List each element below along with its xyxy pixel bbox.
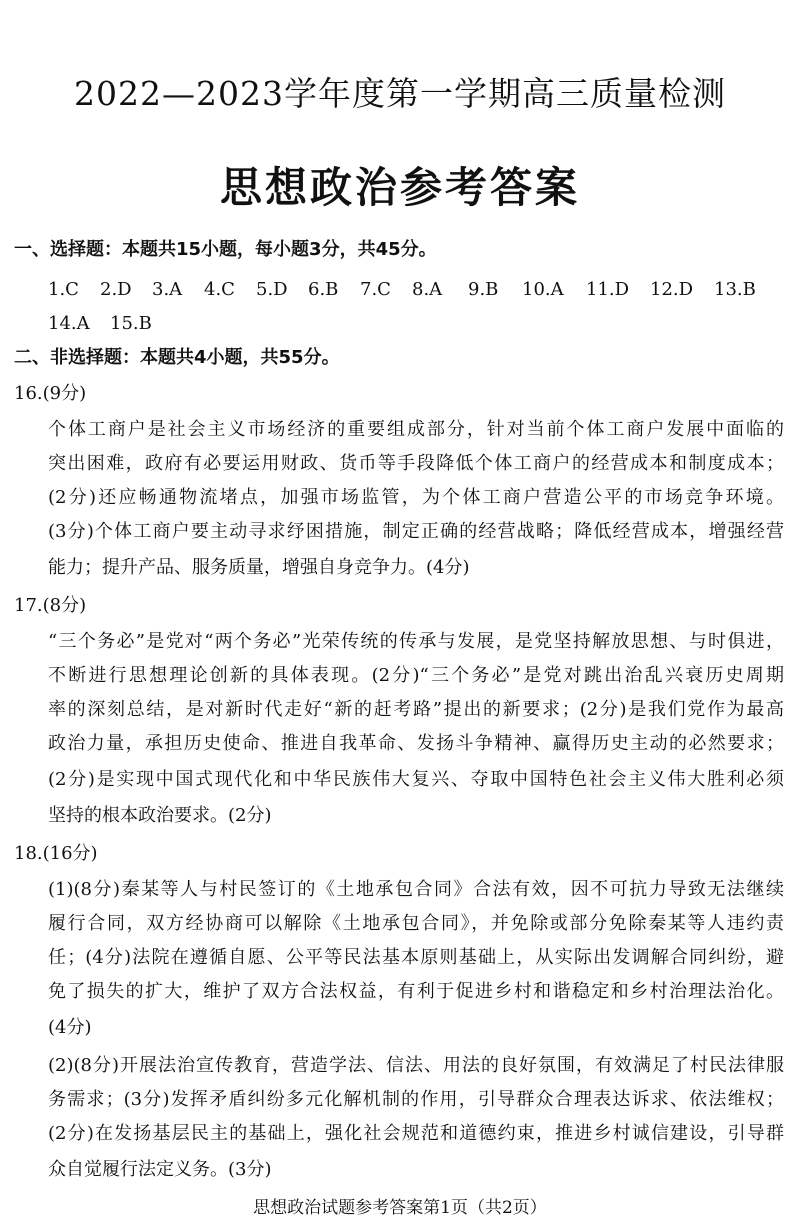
answer-item: 9.B (468, 279, 499, 300)
answer-item: 2.D (100, 279, 132, 300)
answer-item: 5.D (256, 279, 288, 300)
answer-item: 11.D (586, 279, 630, 300)
section1-heading: 一、选择题：本题共15小题，每小题3分，共45分。 (14, 239, 437, 260)
section2-heading: 二、非选择题：本题共4小题，共55分。 (14, 347, 340, 368)
answer-item: 4.C (204, 279, 235, 300)
q16-line: 能力；提升产品、服务质量，增强自身竞争力。(4分) (48, 557, 470, 578)
q16-label: 16.(9分) (14, 383, 87, 404)
exam-title: 2022—2023学年度第一学期高三质量检测 (74, 74, 726, 113)
q17-line: 政治力量，承担历史使命、推进自我革命、发扬斗争精神、赢得历史主动的必然要求； (48, 733, 784, 754)
q18-part2-line: 务需求；(3分)发挥矛盾纠纷多元化解机制的作用，引导群众合理表达诉求、依法维权； (48, 1089, 784, 1110)
q16-line: (2分)还应畅通物流堵点，加强市场监管，为个体工商户营造公平的市场竞争环境。 (48, 487, 784, 508)
q17-line: 不断进行思想理论创新的具体表现。(2分)“三个务必”是党对跳出治乱兴衰历史周期 (48, 665, 784, 686)
q18-part1-line: 免了损失的扩大，维护了双方合法权益，有利于促进乡村和谐稳定和乡村治理法治化。 (48, 981, 784, 1002)
q18-part2-line: (2)(8分)开展法治宣传教育，营造学法、信法、用法的良好氛围，有效满足了村民法律服 (48, 1055, 784, 1076)
answer-item: 7.C (360, 279, 391, 300)
answers-row-2 (48, 310, 348, 338)
q18-part1-line: 履行合同，双方经协商可以解除《土地承包合同》，并免除或部分免除秦某等人违约责 (48, 913, 784, 934)
answer-item: 13.B (714, 279, 756, 300)
answer-item: 15.B (110, 313, 152, 334)
answer-item: 6.B (308, 279, 339, 300)
q17-label: 17.(8分) (14, 595, 87, 616)
q17-line: 坚持的根本政治要求。(2分) (48, 805, 272, 826)
answer-item: 1.C (48, 279, 79, 300)
q17-line: “三个务必”是党对“两个务必”光荣传统的传承与发展，是党坚持解放思想、与时俱进， (48, 631, 784, 652)
page-subtitle: 思想政治参考答案 (219, 163, 580, 212)
answer-item: 3.A (152, 279, 183, 300)
answer-item: 10.A (522, 279, 564, 300)
answer-item: 12.D (650, 279, 694, 300)
answers-row-1 (48, 276, 788, 304)
q16-line: 突出困难，政府有必要运用财政、货币等手段降低个体工商户的经营成本和制度成本； (48, 453, 784, 474)
q18-part1-line: 任；(4分)法院在遵循自愿、公平等民法基本原则基础上，从实际出发调解合同纠纷，避 (48, 947, 784, 968)
q18-part2-line: (2分)在发扬基层民主的基础上，强化社会规范和道德约束，推进乡村诚信建设，引导群 (48, 1123, 784, 1144)
q17-line: 率的深刻总结，是对新时代走好“新的赶考路”提出的新要求；(2分)是我们党作为最高 (48, 699, 784, 720)
q18-part2-line: 众自觉履行法定义务。(3分) (48, 1159, 272, 1180)
q16-line: (3分)个体工商户要主动寻求纾困措施，制定正确的经营战略；降低经营成本，增强经营 (48, 521, 784, 542)
q17-line: (2分)是实现中国式现代化和中华民族伟大复兴、夺取中国特色社会主义伟大胜利必须 (48, 769, 784, 790)
q18-part1-line: (1)(8分)秦某等人与村民签订的《土地承包合同》合法有效，因不可抗力导致无法继续 (48, 879, 784, 900)
q18-label: 18.(16分) (14, 843, 98, 864)
answer-item: 14.A (48, 313, 90, 334)
q18-part1-line: (4分) (48, 1017, 92, 1038)
q16-line: 个体工商户是社会主义市场经济的重要组成部分，针对当前个体工商户发展中面临的 (48, 419, 784, 440)
page-footer: 思想政治试题参考答案第1页（共2页） (253, 1198, 547, 1218)
answer-item: 8.A (412, 279, 443, 300)
